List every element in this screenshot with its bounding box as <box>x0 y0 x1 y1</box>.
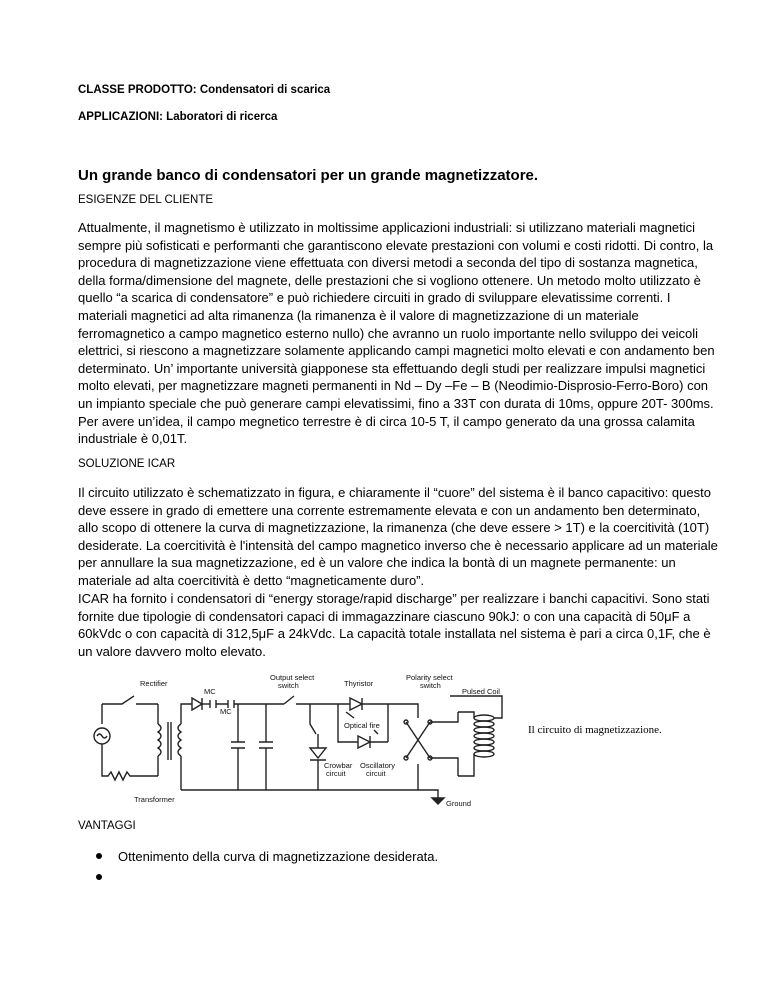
transformer-core-icon <box>168 722 171 760</box>
polarity-select-text-1: Polarity select <box>406 673 453 682</box>
figure-caption: Il circuito di magnetizzazione. <box>528 724 662 736</box>
rectifier-diode-icon <box>192 698 202 710</box>
polarity-select-text-2: switch <box>420 681 441 690</box>
crowbar-text-1: Crowbar <box>324 761 353 770</box>
ground-icon <box>432 798 444 804</box>
section-title-advantages: VANTAGGI <box>78 820 136 832</box>
applications-label: APPLICAZIONI: Laboratori di ricerca <box>78 111 278 123</box>
circuit-wire <box>418 790 438 798</box>
resistor-icon <box>102 760 158 780</box>
capacitor-icon <box>231 704 245 790</box>
transformer-primary-icon <box>158 724 161 756</box>
page-title: Un grande banco di condensatori per un grande magnetizzatore. <box>78 167 539 184</box>
output-select-text-2: switch <box>278 681 299 690</box>
crowbar-switch-icon <box>310 704 318 748</box>
section-title-icar-solution: SOLUZIONE ICAR <box>78 458 176 470</box>
thyristor-text: Thyristor <box>344 679 374 688</box>
oscillatory-switch-icon <box>374 730 378 734</box>
capacitor-icon <box>259 704 273 790</box>
ground-text: Ground <box>446 799 472 808</box>
oscillatory-diode-icon <box>358 736 378 748</box>
rectifier-text: Rectifier <box>140 679 168 688</box>
mc-text-1: MC <box>204 687 216 696</box>
polarity-select-switch-icon <box>406 722 430 758</box>
thyristor-gate-icon <box>346 712 354 718</box>
list-item: Ottenimento della curva di magnetizzazione desiderata. <box>96 848 438 869</box>
output-select-text-1: Output select <box>270 673 315 682</box>
transformer-secondary-icon <box>178 724 181 756</box>
list-item <box>96 869 438 890</box>
pulsed-coil-text: Pulsed Coil <box>462 687 500 696</box>
crowbar-diode-icon <box>310 748 326 760</box>
optical-fire-text: Optical fire <box>344 721 380 730</box>
circuit-wire <box>181 704 192 790</box>
crowbar-text-2: circuit <box>326 769 346 778</box>
thyristor-icon <box>310 698 388 710</box>
advantages-list <box>96 848 438 890</box>
transformer-text: Transformer <box>134 795 175 804</box>
section-title-customer-needs: ESIGENZE DEL CLIENTE <box>78 194 214 206</box>
product-class-label: CLASSE PRODOTTO: Condensatori di scarica <box>78 84 331 96</box>
ac-wave-icon <box>97 734 107 738</box>
icar-solution-paragraph-1: Il circuito utilizzato è schematizzato in figura, e chiaramente il “cuore” del sistema è il banco capacitivo: questo deve essere in grado di emettere una corrente estremamente elevata e con un andamento ben determinato, allo scopo di ottenere la curva di magnetizzazione, la rimanenza (che deve essere > 1T) e la coercitività (10T) desiderate. La coercitività è l'intensità del campo magnetico inverso che è necessario applicare ad un materiale per annullare la sua magnetizzazione, ed è un valore che indica la bontà di un magnete permanente: un materiale ad alta coercitività è detto “magneticamente duro”. <box>78 485 718 588</box>
circuit-wire <box>430 712 458 776</box>
input-switch-icon <box>102 696 158 704</box>
icar-solution-paragraph-2: ICAR ha fornito i condensatori di “energy storage/rapid discharge” per realizzare i banchi capacitivi. Sono stati fornite due tipologie di condensatori capaci di immagazzinare ciascuno 90kJ: o con una capacità di 50μF a 60kVdc o con capacità di 312,5μF a 24kVdc. La capacità totale installata nel sistema è pari a circa 0,1F, che è un valore davvero molto elevato. <box>78 591 711 659</box>
customer-needs-paragraph: Attualmente, il magnetismo è utilizzato in moltissime applicazioni industriali: si utilizzano materiali magnetici sempre più sofisticati e performanti che garantiscono elevate prestazioni con volumi e costi ridotti. Di contro, la procedura di magnetizzazione viene effettuata con diversi metodi a seconda del tipo di sostanza magnetica, della forma/dimensione del magnete, delle prestazioni che si vogliono ottenere. Un metodo molto utilizzato è quello “a scarica di condensatore” e può richiedere circuiti in grado di sviluppare elevatissime correnti. I materiali magnetici ad alta rimanenza (la rimanenza è il valore di magnetizzazione di un materiale ferromagnetico a campo magnetico esterno nullo) che avranno un ruolo importante nello sviluppo dei veicoli elettrici, si riescono a magnetizzare solamente applicando campi magnetici molto elevati e con andamento ben determinato. Un’ importante università giapponese sta effettuando degli studi per realizzare impulsi magnetici molto elevati, per magnetizzare magneti permanenti in Nd – Dy –Fe – B (Neodimio-Disprosio-Ferro-Boro) con un impianto speciale che può generare campi elevatissimi, fino a 33T con durata di 10ms, oppure 20T- 300ms. Per avere un’idea, il campo megnetico terrestre è di circa 10-5 T, il campo generato da una grossa calamita industriale è 0,01T. <box>78 220 715 447</box>
magnetization-circuit-diagram <box>88 672 518 812</box>
output-select-switch-icon <box>284 696 310 704</box>
mc-text-2: MC <box>220 707 232 716</box>
oscillatory-text-2: circuit <box>366 769 386 778</box>
oscillatory-text-1: Oscillatory <box>360 761 396 770</box>
